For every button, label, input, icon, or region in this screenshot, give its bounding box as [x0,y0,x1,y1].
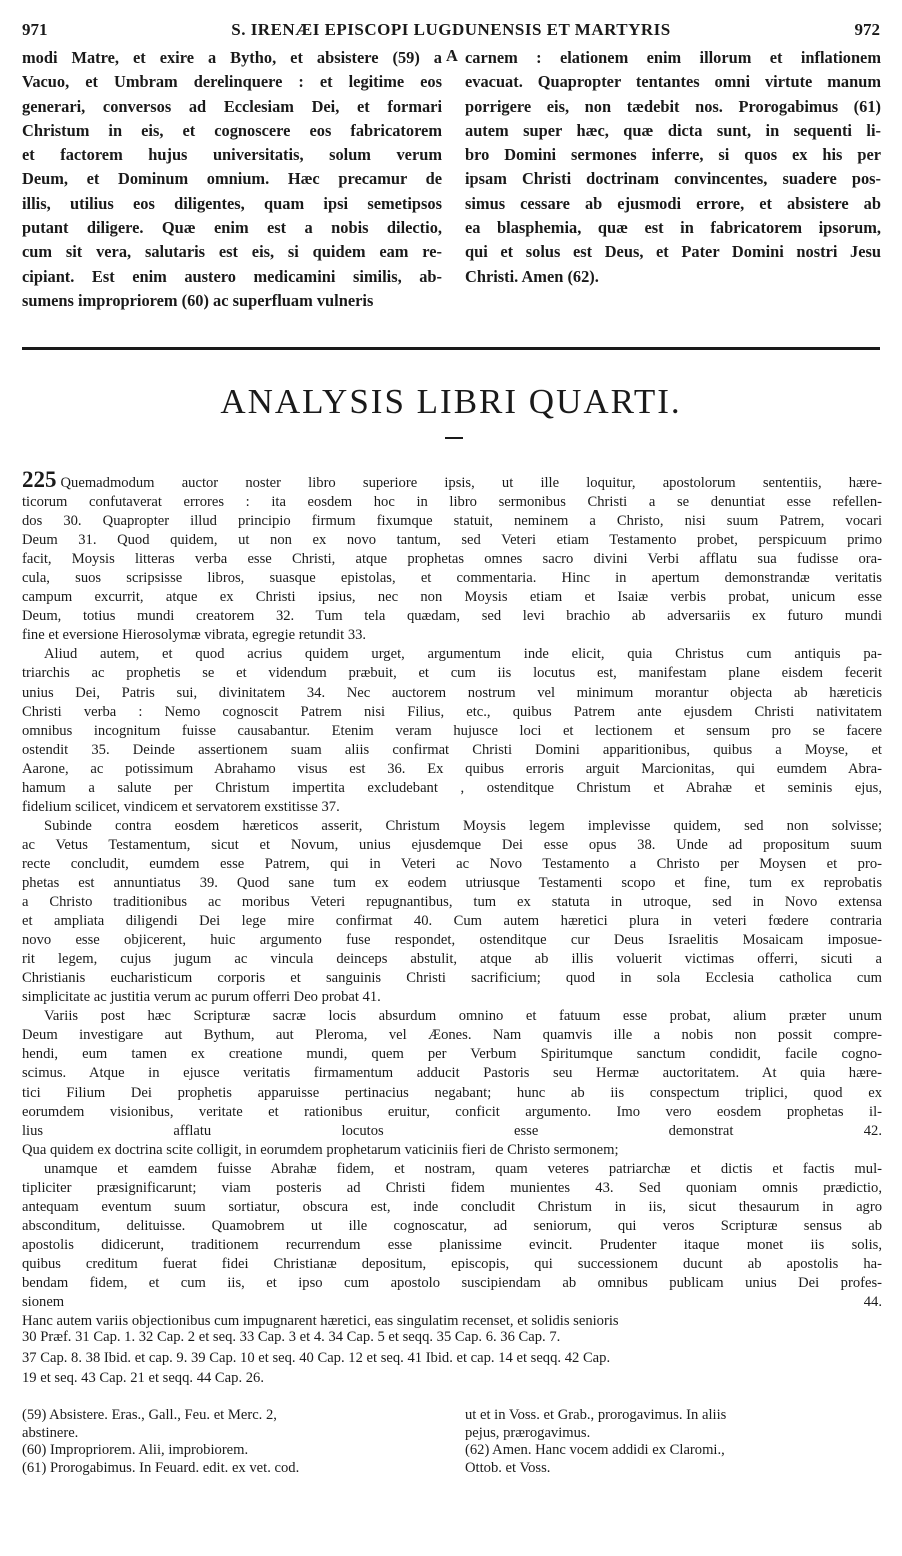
column-a-line: putant diligere. Quæ enim est a nobis dilectio, [22,218,442,238]
analysis-line: tici Filium Dei prophetis apparuisse pertinacius negabant; hunc ab iis conspectum triplici, quod ex [22,1084,882,1101]
column-b-line: ea blasphemia, quæ est in fabricatorem ipsorum, [465,218,881,238]
title-dash [445,437,463,439]
analysis-line: novo esse objicerent, huic argumento fuse respondet, ostenditque cur Deus Israelitis Mosaicam imposue- [22,932,882,949]
analysis-line: Deum 31. Quod quidem, ut non ex novo tantum, sed Veteri etiam Testamento probet, perspicuum primo [22,532,882,549]
analysis-line-text: Quemadmodum auctor noster libro superiore ipsis, ut ille loquitur, apostolorum sententiis, hære- [60,475,882,491]
analysis-title: ANALYSIS LIBRI QUARTI. [220,382,682,421]
running-title: S. IRENÆI EPISCOPI LUGDUNENSIS ET MARTYRIS [231,20,671,39]
analysis-line: dos 30. Quapropter illud principio firmum fixumque statuit, neminem a Christo, nisi suum Patrem, vocari [22,513,882,530]
analysis-line: scimus. Atque in ejusce veritatis firmamentum adducit Pastoris seu Hermæ auctoritatem. At quia hære- [22,1065,882,1082]
analysis-line: ac Vetus Testamentum, sicut et Novum, unius ejusdemque Dei esse opus 38. Unde ad propositum suum [22,836,882,853]
analysis-line [22,470,882,493]
reference-line: 30 Præf. 31 Cap. 1. 32 Cap. 2 et seq. 33 Cap. 3 et 4. 34 Cap. 5 et seqq. 35 Cap. 6. 36 Cap. 7. [22,1329,561,1345]
reference-line: 19 et seq. 43 Cap. 21 et seqq. 44 Cap. 26. [22,1370,264,1386]
analysis-line: omnibus incognitum fuisse causabantur. Etenim veram hujusce loci et lectionem et sensum pro se facere [22,722,882,739]
analysis-line: Christi verba : Nemo cognoscit Patrem nisi Filius, etc., quibus Patrem ante ejusdem Christi nativitatem [22,703,882,720]
column-a-line: Vacuo, et Umbram derelinquere : et legitime eos [22,72,442,92]
analysis-line: rit legem, cujus jugum ac vincula deinceps abstulit, atque ab illis voluerit victimas offerri, sicuti a [22,951,882,968]
analysis-line: Variis post hæc Scripturæ sacræ locis absurdum omnino et fatuum esse probat, alium præter unum [44,1008,882,1025]
analysis-body [22,470,882,1331]
column-a-line: illis, utilius eos diligentes, quam ipsi semetipsos [22,193,442,213]
footnote-line: (60) Impropriorem. Alii, improbiorem. [22,1442,249,1458]
running-head [22,20,880,46]
column-a-text [22,46,442,313]
analysis-line: sionem 44. [22,1294,882,1311]
column-b-line: simus cessare ab ejusmodi errore, et absistere ab [465,193,881,213]
analysis-line: hamum a salute per Christum impertita excludebant , ostenditque Christum et Abrahæ et seminis ejus, [22,779,882,796]
analysis-line: Aliud autem, et quod acrius quidem urget, argumentum inde elicit, quia Christus cum antiquis pa- [44,646,882,663]
column-a-line: generari, conversos ad Ecclesiam Dei, et formari [22,96,442,116]
section-rule [22,347,880,350]
analysis-line: Christianis eucharisticum corporis et sanguinis Christi sacrificium; quod in sola Ecclesia catholica cum [22,970,882,987]
column-a-line: et factorem hujus universitatis, solum verum [22,145,442,165]
analysis-line: facit, Moysis litteras verba esse Christi, atque prophetas omnes sacro divini Verbi afflatu sua fudisse ora- [22,551,882,568]
column-a-line: cum sit vera, salutaris est eis, si quidem eam re- [22,242,442,262]
column-b-line: evacuat. Quapropter tentantes omni virtute manum [465,72,881,92]
analysis-line: quibus creditum fuerat fidei Christianæ depositum, episcopis, qui successionem ducunt ab apostolis ha- [22,1255,882,1272]
column-b-line: bro Domini sermones inferre, si quos ex his per [465,145,881,165]
analysis-line: Aarone, ac potissimum Abrahamo visus est 36. Ex quibus erroris arguit Marcionitas, qui eumdem Abra- [22,760,882,777]
footnote-line: (62) Amen. Hanc vocem addidi ex Claromi., [465,1442,725,1458]
footnote-line: Ottob. et Voss. [465,1459,551,1476]
analysis-line: Deum, totius mundi creatorem 32. Tum tela quædam, sed levi brachio ab adversariis ex futuro mundi [22,608,882,625]
analysis-line: a Christo traditionibus ac moribus Veteri repugnantibus, tum ex statuta in utroque, sed in Novo extensa [22,894,882,911]
analysis-line: absconditum, delituisse. Quamobrem ut ille cognoscatur, ad seniorum, qui veros Scripturæ sensus ab [22,1217,882,1234]
analysis-line: lius afflatu locutos esse demonstrat 42. [22,1122,882,1139]
analysis-line: Deum investigare aut Bythum, aut Pleroma, vel Æones. Nam quamvis ille a nobis non possit compre- [22,1027,882,1044]
analysis-line: fine et eversione Hierosolymæ vibrata, egregie retundit 33. [22,627,367,644]
column-b-line: autem super hæc, quæ dicta sunt, in sequenti li- [465,120,881,140]
analysis-line: cula, suos scripsisse libros, suasque epistolas, et commentaria. Hinc in apertum demonstrandæ veritatis [22,570,882,587]
column-b-line: qui et solus est Deus, et Pater Domini nostri Jesu [465,242,881,262]
analysis-line: et ampliata diligendi Dei lege mire confirmat 40. Cum autem hæretici plura in veteri fœdere contraria [22,913,882,930]
analysis-line: simplicitate ac justitia verum ac purum offerri Deo probat 41. [22,989,381,1006]
analysis-line: Qua quidem ex doctrina scite colligit, in eorumdem prophetarum vaticiniis fieri de Christo sermonem; [22,1141,619,1158]
analysis-line: unius Dei, Patris sui, divinitatem 34. Nec auctorem nostrum vel minimum morantur objecta ab hæreticis [22,684,882,701]
column-a-line: sumens impropriorem (60) ac superfluam vulneris [22,290,374,310]
section-number: 225 [22,470,57,492]
column-b-line: porrigere eis, non tædebit nos. Prorogabimus (61) [465,96,881,116]
analysis-line: fidelium scilicet, vindicem et servatorem exstitisse 37. [22,798,340,815]
analysis-line: ticorum confutaverat errores : ita eosdem hoc in libro sermonibus Christi a se denuntiat esse refellen- [22,494,882,511]
analysis-line: apostolis didicerunt, traditionem recurrendum esse planissime evincit. Prudenter itaque monet iis solis, [22,1236,882,1253]
footnote-line: pejus, prærogavimus. [465,1424,591,1441]
chapter-references [22,1327,882,1389]
analysis-line: hendi, eum tamen ex creatione mundi, quem per Verbum Spiritumque sanctum condidit, facile cogno- [22,1046,882,1063]
column-b-line: carnem : elationem enim illorum et inflationem [465,48,881,67]
analysis-line: tipliciter præsignificarunt; viam posteris ad Christi fidem munientes 43. Sed quoniam omnis prædictio, [22,1179,882,1196]
analysis-line: ostendit 35. Deinde assertionem suam aliis confirmat Christi Domini apparitionibus, quibus a Moyse, et [22,741,882,758]
analysis-line: phetas est annuntiatus 39. Quod sane tum ex eodem utriusque Testamenti scopo et fine, tum ex reprobatis [22,874,882,891]
column-marker: A [446,46,458,65]
column-a-line: Christum in eis, et cognoscere eos fabricatorem [22,120,442,140]
analysis-line: bendam fidem, et cum iis, et ipso cum apostolo suscipiendam ab omnibus publicam unius Dei profes- [22,1274,882,1291]
column-b-text [465,46,881,289]
analysis-line: eorumdem visionibus, veritate et rationibus eruitur, conficit argumento. Imo vero eosdem prophetas il- [22,1103,882,1120]
column-a-line: cipiant. Est enim austero medicamini similis, ab- [22,266,442,286]
reference-line: 37 Cap. 8. 38 Ibid. et cap. 9. 39 Cap. 10 et seq. 40 Cap. 12 et seq. 41 Ibid. et cap. 14 et seqq. 42 Cap. [22,1349,611,1366]
column-a-line: Deum, et Dominum omnium. Hæc precamur de [22,169,442,189]
column-b-line: Christi. Amen (62). [465,266,599,286]
footnote-line: (59) Absistere. Eras., Gall., Feu. et Merc. 2, [22,1407,277,1423]
analysis-line: recte concludit, eumdem esse Patrem, qui in Veteri ac Novo Testamento a Christo per Moysen et pro- [22,855,882,872]
analysis-line: triarchis ac prophetis se et videndum præbuit, et cum iis locutus est, manifestam plane eisdem fecerit [22,665,882,682]
page-number-left: 971 [22,20,48,39]
footnotes-right [465,1407,885,1477]
analysis-line: Subinde contra eosdem hæreticos asserit, Christum Moysis legem implevisse quidem, sed non solvisse; [44,817,882,834]
column-b-line: ipsam Christi doctrinam convincentes, suadere pos- [465,169,881,189]
analysis-line: unamque et eamdem fuisse Abrahæ fidem, et nostram, quam veteres patriarchæ et dictis et factis mul- [44,1160,882,1177]
footnote-line: (61) Prorogabimus. In Feuard. edit. ex vet. cod. [22,1459,300,1476]
footnotes-left [22,1407,452,1477]
page-number-right: 972 [854,20,880,39]
analysis-line: Hanc autem variis objectionibus cum impugnarent hæretici, eas singulatim recenset, et solidis senioris [22,1313,619,1330]
column-a-line: modi Matre, et exire a Bytho, et absistere (59) a [22,48,442,67]
analysis-line: antequam eventum suum sortiatur, obscura est, inde concludit Christum in iis, sicut thesaurum in agro [22,1198,882,1215]
footnote-line: abstinere. [22,1424,79,1441]
footnote-line: ut et in Voss. et Grab., prorogavimus. In aliis [465,1407,727,1423]
analysis-line: campum excurrit, atque ex Christi ipsius, nec non Moysis etiam et Isaiæ verbis probat, unicum esse [22,589,882,606]
